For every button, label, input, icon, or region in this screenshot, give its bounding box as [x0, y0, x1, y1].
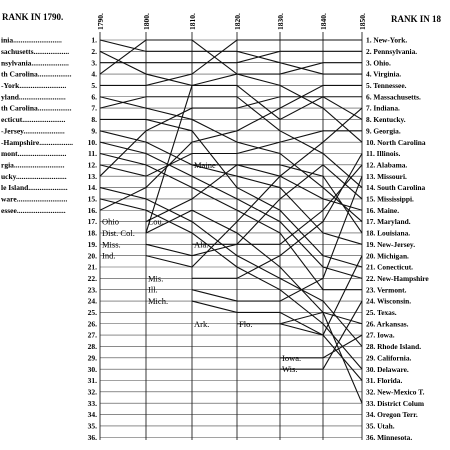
rank-number: 15. [87, 194, 97, 204]
left-label: th Carolina.................. [1, 69, 72, 79]
right-label: 11. Illinois. [366, 149, 401, 159]
right-label: 1. New-York. [366, 35, 408, 45]
right-label: 33. District Colum [366, 398, 425, 408]
right-label: 28. Rhode Island. [366, 342, 422, 352]
title-left: RANK IN 1790. [2, 12, 64, 22]
left-label: rgia........................... [1, 160, 65, 170]
right-label: 17. Maryland. [366, 217, 411, 227]
rank-number: 27. [87, 330, 97, 340]
rank-number: 26. [87, 319, 97, 329]
rank-number: 7. [91, 103, 97, 113]
left-label: ucky........................... [1, 171, 67, 181]
left-label: -Hampshire.................. [1, 137, 73, 147]
right-label: 22. New-Hampshire [366, 273, 429, 283]
right-label: 10. North Carolina [366, 137, 426, 147]
right-label: 32. New-Mexico T. [366, 387, 425, 397]
rank-number: 23. [87, 285, 97, 295]
rank-number: 30. [87, 364, 97, 374]
annotation-label: Ark. [194, 318, 210, 329]
rank-number: 11. [88, 149, 97, 159]
series-line [146, 210, 362, 403]
left-label: -York......................... [1, 81, 67, 90]
right-label: 16. Maine. [366, 205, 400, 215]
series-line [192, 256, 362, 335]
year-label: 1830. [276, 13, 285, 30]
right-label: 2. Pennsylvania. [366, 46, 418, 56]
rank-number: 33. [87, 398, 97, 408]
right-label: 15. Mississippi. [366, 194, 414, 204]
rank-number: 4. [91, 69, 97, 79]
rank-number: 36. [87, 432, 97, 442]
rank-number: 10. [87, 137, 97, 147]
right-label: 3. Ohio. [366, 58, 391, 68]
right-label: 8. Kentucky. [366, 115, 406, 125]
right-label: 19. New-Jersey. [366, 239, 416, 249]
year-labels [96, 13, 367, 30]
right-label: 23. Vermont. [366, 285, 407, 295]
left-label: essee.......................... [1, 205, 66, 215]
annotation-label: Ill. [148, 284, 158, 295]
right-label: 21. Conecticut. [366, 262, 414, 272]
rank-number: 1. [91, 35, 97, 45]
right-label: 14. South Carolina [366, 183, 426, 193]
rank-number: 18. [87, 228, 97, 238]
rank-number: 22. [87, 273, 97, 283]
right-labels [366, 36, 429, 442]
rank-number: 21. [87, 262, 97, 272]
left-label: -Jersey...................... [1, 126, 65, 136]
right-label: 24. Wisconsin. [366, 296, 412, 306]
year-label: 1820. [233, 13, 242, 30]
left-label: nsylvania.................... [1, 58, 69, 68]
rank-number: 16. [87, 205, 97, 215]
right-label: 35. Utah. [366, 421, 395, 431]
rank-numbers [88, 36, 98, 442]
rank-number: 14. [87, 183, 97, 193]
rank-number: 31. [87, 376, 97, 386]
rank-number: 32. [87, 387, 97, 397]
annotation-label: Dist. Col. [102, 227, 135, 238]
right-label: 13. Missouri. [366, 171, 407, 181]
year-label: 1810. [188, 13, 197, 30]
rank-number: 25. [87, 308, 97, 317]
rank-number: 13. [87, 171, 97, 181]
rank-number: 2. [91, 46, 97, 56]
right-label: 29. California. [366, 353, 412, 363]
right-label: 31. Florida. [366, 376, 403, 386]
annotation-label: Mich. [148, 296, 169, 307]
annotation-label: Wis. [282, 364, 298, 375]
annotation-label: Mis. [148, 273, 164, 284]
annotation-label: Lou. [148, 216, 164, 227]
annotation-label: Iowa. [282, 352, 302, 363]
year-label: 1800. [142, 13, 151, 30]
rank-number: 19. [87, 239, 97, 249]
right-label: 34. Oregon Terr. [366, 410, 418, 420]
right-label: 30. Delaware. [366, 364, 409, 374]
left-label: ware........................... [1, 194, 68, 204]
annotation-label: Ohio [102, 216, 119, 227]
annotation-label: Ind. [102, 250, 116, 261]
right-label: 12. Alabama. [366, 160, 408, 170]
right-label: 5. Tennessee. [366, 81, 407, 90]
rank-number: 20. [87, 251, 97, 261]
rank-number: 6. [91, 92, 97, 102]
right-label: 27. Iowa. [366, 330, 395, 340]
left-label: yland......................... [1, 92, 66, 102]
right-label: 36. Minnesota. [366, 432, 413, 442]
annotation-label: Ala. [194, 239, 209, 250]
series-line [237, 312, 362, 323]
rank-number: 12. [87, 160, 97, 170]
right-label: 18. Louisiana. [366, 228, 411, 238]
rank-number: 8. [91, 115, 97, 125]
year-label: 1840. [319, 13, 328, 30]
left-label: mont.......................... [1, 149, 67, 159]
left-label: inia.......................... [1, 35, 62, 45]
grid [100, 32, 362, 440]
left-label: sachusetts................... [1, 46, 70, 56]
right-label: 26. Arkansas. [366, 319, 409, 329]
rank-number: 17. [87, 217, 97, 227]
rank-number: 9. [91, 126, 97, 136]
rank-number: 34. [87, 410, 97, 420]
rank-number: 28. [87, 342, 97, 352]
left-label: th Carolina.................. [1, 103, 72, 113]
rank-number: 3. [91, 58, 97, 68]
right-label: 20. Michigan. [366, 251, 409, 261]
rank-number: 29. [87, 353, 97, 363]
right-label: 7. Indiana. [366, 103, 400, 113]
annotation-label: Maine [194, 159, 216, 170]
right-label: 9. Georgia. [366, 126, 401, 136]
left-label: ecticut....................... [1, 115, 66, 125]
left-label: le Island..................... [1, 183, 68, 193]
rank-number: 24. [87, 296, 97, 306]
title-right: RANK IN 18 [391, 14, 442, 24]
annotation-label: Miss. [102, 239, 121, 250]
year-label: 1790. [96, 13, 105, 30]
right-label: 25. Texas. [366, 308, 397, 317]
annotation-label: Flo. [239, 318, 253, 329]
left-labels [1, 36, 73, 215]
right-label: 6. Massachusetts. [366, 92, 421, 102]
year-label: 1850. [358, 13, 367, 30]
right-label: 4. Virginia. [366, 69, 402, 79]
rank-number: 5. [91, 81, 97, 90]
rank-number: 35. [87, 421, 97, 431]
